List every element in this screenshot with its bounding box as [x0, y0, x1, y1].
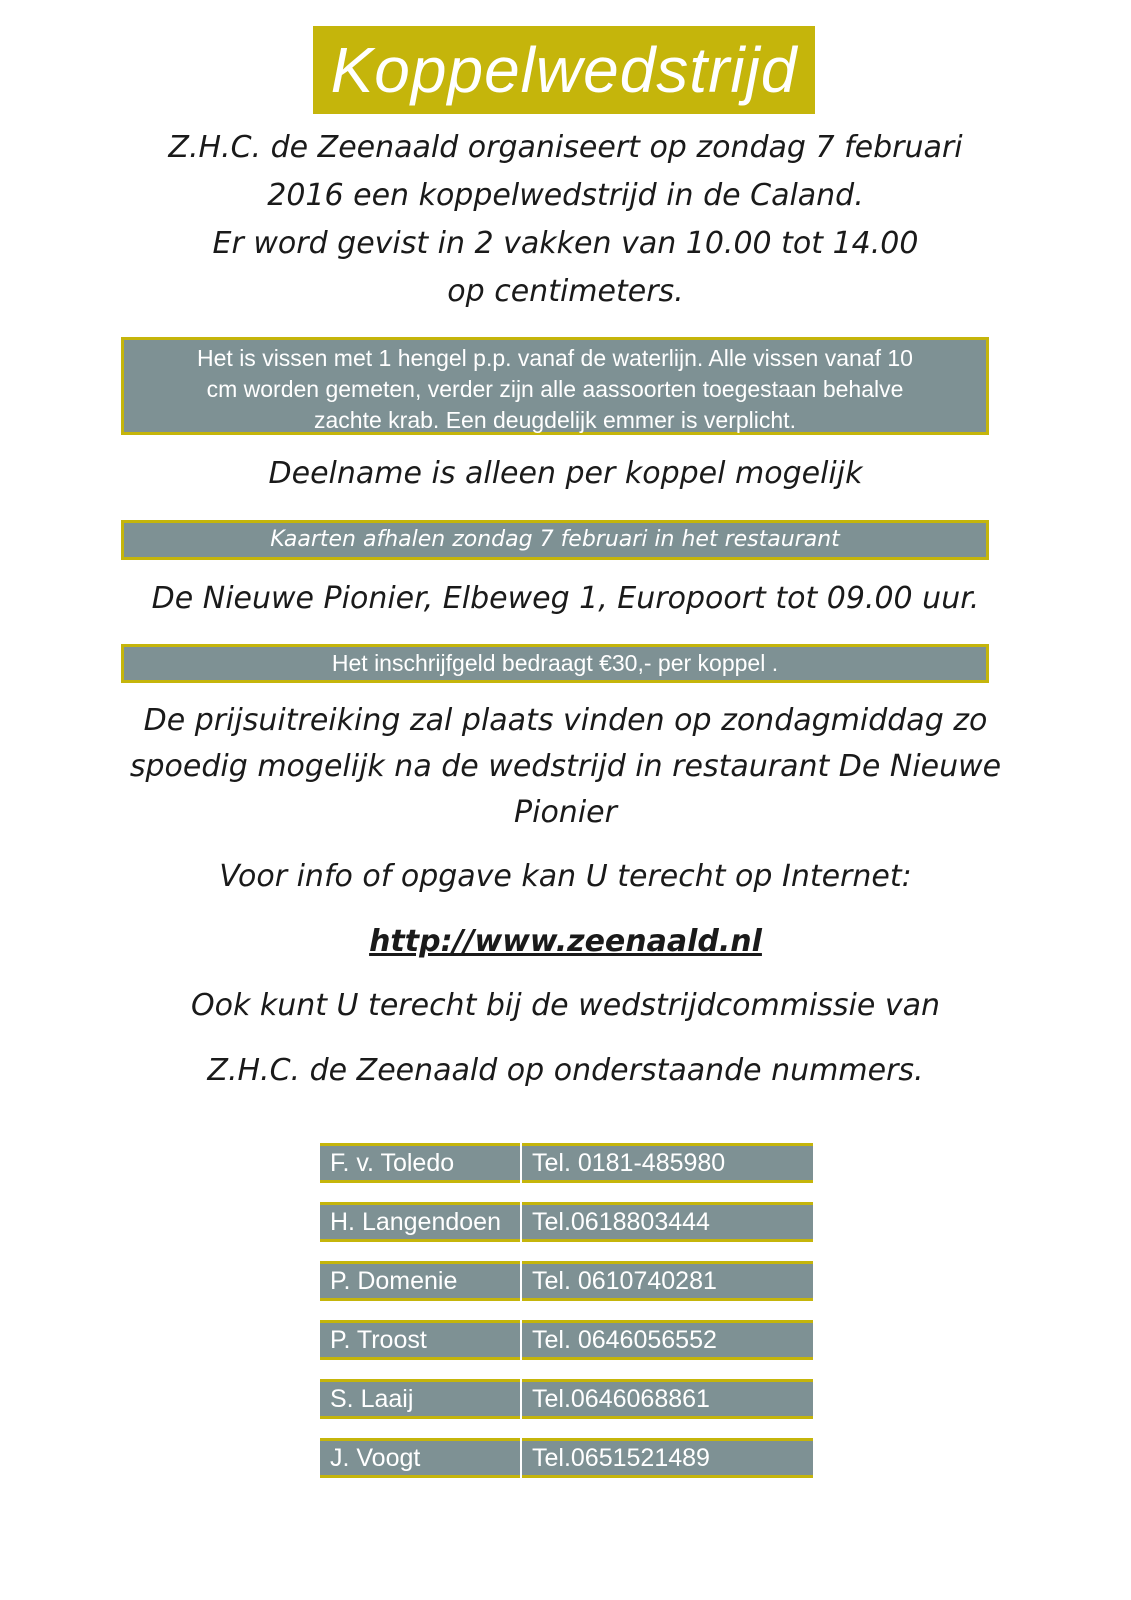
prize-line: Pionier — [514, 795, 617, 830]
contact-name: H. Langendoen — [320, 1202, 520, 1242]
website-link[interactable]: http://www.zeenaald.nl — [369, 924, 762, 959]
intro-block — [0, 124, 1131, 316]
contact-row — [320, 1143, 813, 1183]
info-text: Voor info of opgave kan U terecht op Internet: — [219, 859, 912, 894]
fee-bar: Het inschrijfgeld bedraagt €30,- per koppel . — [121, 644, 989, 683]
rules-box — [121, 337, 989, 435]
prize-block — [0, 698, 1131, 836]
contact-tel: Tel.0651521489 — [522, 1438, 813, 1478]
commission-line: Z.H.C. de Zeenaald op onderstaande nummers. — [207, 1053, 924, 1088]
contact-tel: Tel.0646068861 — [522, 1379, 813, 1419]
contact-name: J. Voogt — [320, 1438, 520, 1478]
title-banner — [313, 26, 815, 114]
intro-line: op centimeters. — [447, 274, 684, 309]
contact-tel: Tel. 0610740281 — [522, 1261, 813, 1301]
location-text: De Nieuwe Pionier, Elbeweg 1, Europoort tot 09.00 uur. — [151, 581, 980, 616]
contact-row — [320, 1438, 813, 1478]
rules-line: cm worden gemeten, verder zijn alle aassoorten toegestaan behalve — [206, 376, 904, 402]
rules-line: zachte krab. Een deugdelijk emmer is verplicht. — [314, 407, 796, 433]
contact-tel: Tel. 0646056552 — [522, 1320, 813, 1360]
prize-line: De prijsuitreiking zal plaats vinden op zondagmiddag zo — [143, 703, 988, 738]
contact-name: P. Troost — [320, 1320, 520, 1360]
intro-line: Er word gevist in 2 vakken van 10.00 tot 14.00 — [212, 226, 919, 261]
rules-line: Het is vissen met 1 hengel p.p. vanaf de waterlijn. Alle vissen vanaf 10 — [197, 345, 913, 371]
tickets-bar: Kaarten afhalen zondag 7 februari in het restaurant — [121, 520, 989, 560]
prize-line: spoedig mogelijk na de wedstrijd in restaurant De Nieuwe — [129, 749, 1002, 784]
contact-name: P. Domenie — [320, 1261, 520, 1301]
contact-name: S. Laaij — [320, 1379, 520, 1419]
participation-text: Deelname is alleen per koppel mogelijk — [268, 456, 863, 491]
intro-line: 2016 een koppelwedstrijd in de Caland. — [267, 178, 864, 213]
contact-row — [320, 1261, 813, 1301]
page-title: Koppelwedstrijd — [330, 34, 798, 106]
contact-tel: Tel.0618803444 — [522, 1202, 813, 1242]
contact-row — [320, 1320, 813, 1360]
contact-name: F. v. Toledo — [320, 1143, 520, 1183]
contact-row — [320, 1202, 813, 1242]
commission-line: Ook kunt U terecht bij de wedstrijdcommissie van — [190, 988, 941, 1023]
intro-line: Z.H.C. de Zeenaald organiseert op zondag 7 februari — [168, 130, 963, 165]
website-wrap — [0, 918, 1131, 970]
contact-tel: Tel. 0181-485980 — [522, 1143, 813, 1183]
contact-row — [320, 1379, 813, 1419]
